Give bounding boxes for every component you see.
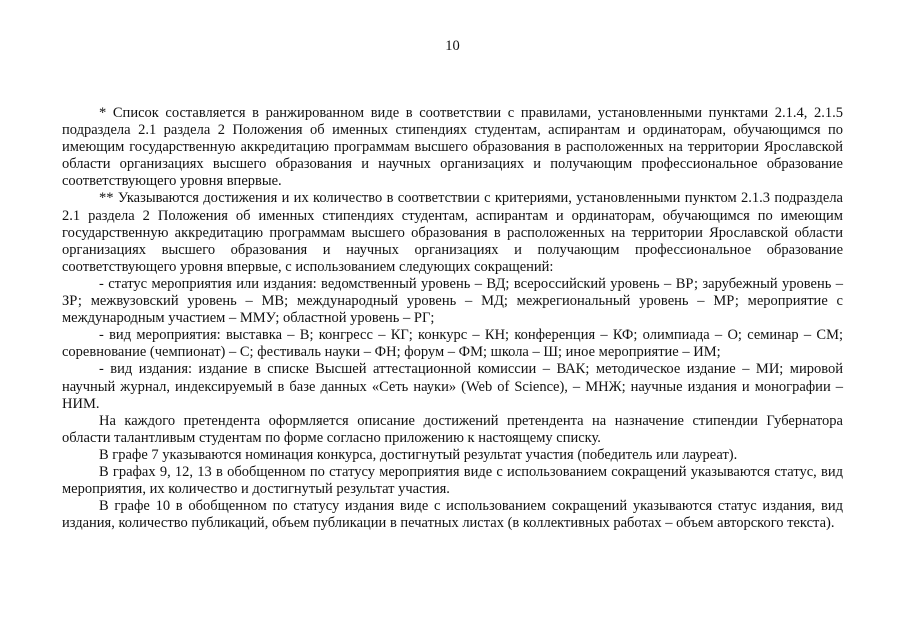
document-body [62,105,843,532]
column-10-paragraph: В графе 10 в обобщенном по статусу издания виде с использованием сокращений указываются статус издания, вид издания, количество публикаций, объем публикации в печатных листах (в коллективных работах – объем авторского текста). [62,498,843,532]
column-7-paragraph: В графе 7 указываются номинация конкурса, достигнутый результат участия (победитель или лауреат). [99,446,738,463]
achievements-description-paragraph: На каждого претендента оформляется описание достижений претендента на назначение стипендии Губернатора области талантливым студентам по форме согласно приложению к настоящему списку. [62,412,843,446]
footnote-achievements-paragraph: ** Указываются достижения и их количество в соответствии с критериями, установленными пунктом 2.1.3 подраздела 2.1 раздела 2 Положения об именных стипендиях студентам, аспирантам и ординаторам, обучающимся по имеющим государственную аккредитацию программам высшего образования в расположенных на территории Ярославской области организациях высшего образования и научных организациях и получающим профессиональное образование соответствующего уровня впервые, с использованием следующих сокращений: [62,190,843,275]
page-number: 10 [445,38,460,54]
abbreviations-status-paragraph: - статус мероприятия или издания: ведомственный уровень – ВД; всероссийский уровень – ВР; зарубежный уровень – ЗР; межвузовский уровень – МВ; международный уровень – МД; межрегиональный уровень – МР; мероприятие с международным участием – ММУ; областной уровень – РГ; [62,275,843,327]
abbreviations-publication-type-paragraph: - вид издания: издание в списке Высшей аттестационной комиссии – ВАК; методическое издание – МИ; мировой научный журнал, индексируемый в базе данных «Сеть науки» (Web of Science), – МНЖ; научные издания и монографии – НИМ. [62,361,843,412]
columns-9-12-13-paragraph: В графах 9, 12, 13 в обобщенном по статусу мероприятия виде с использованием сокращений указываются статус, вид мероприятия, их количество и достигнутый результат участия. [62,463,843,498]
abbreviations-event-type-paragraph: - вид мероприятия: выставка – В; конгресс – КГ; конкурс – КН; конференция – КФ; олимпиада – О; семинар – СМ; соревнование (чемпионат) – С; фестиваль науки – ФН; форум – ФМ; школа – Ш; иное мероприятие – ИМ; [62,327,843,361]
footnote-ranking-paragraph: * Список составляется в ранжированном виде в соответствии с правилами, установленными пунктами 2.1.4, 2.1.5 подраздела 2.1 раздела 2 Положения об именных стипендиях студентам, аспирантам и ординаторам, обучающимся по имеющим государственную аккредитацию программам высшего образования в расположенных на территории Ярославской области организациях высшего образования и научных организациях и получающим профессиональное образование соответствующего уровня впервые. [62,105,843,190]
